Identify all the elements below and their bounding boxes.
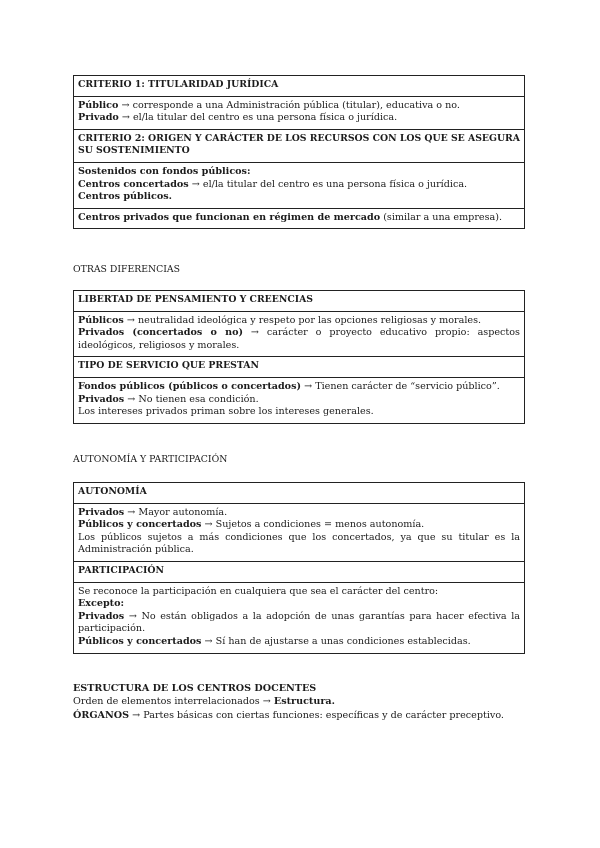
privados-text: carácter o proyecto educativo propio: aspectos ideológicos, religiosos y morales.	[78, 327, 520, 351]
publico-text: corresponde a una Administración pública (titular), educativa o no.	[132, 99, 460, 111]
arrow-icon: →	[204, 635, 213, 647]
arrow-icon: →	[262, 695, 271, 707]
privado-text: el/la titular del centro es una persona física o jurídica.	[132, 112, 398, 124]
arrow-icon: →	[204, 519, 213, 531]
arrow-icon: →	[128, 610, 137, 622]
intereses-text: Los intereses privados priman sobre los intereses generales.	[78, 406, 374, 418]
estructura-title: ESTRUCTURA DE LOS CENTROS DOCENTES	[73, 683, 317, 694]
arrow-icon: →	[304, 380, 313, 392]
privados-label: Privados (concertados o no)	[78, 327, 244, 339]
privados2-text: No tienen esa condición.	[138, 393, 259, 405]
privado-label: Privado	[78, 112, 119, 124]
otras-table	[73, 290, 525, 424]
estructura-label: Estructura.	[273, 695, 335, 707]
otras-diferencias-title: OTRAS DIFERENCIAS	[73, 264, 181, 275]
arrow-icon: →	[191, 178, 200, 190]
privados-mercado-row	[74, 208, 525, 229]
arrow-icon: →	[127, 506, 136, 518]
reconoce-text: Se reconoce la participación en cualquiera que sea el carácter del centro:	[78, 585, 439, 597]
privados-mercado-label: Centros privados que funcionan en régimen de mercado	[78, 211, 381, 223]
estructura-section	[73, 683, 525, 723]
autonomia-table	[73, 482, 525, 654]
publicos-text: neutralidad ideológica y respeto por las opciones religiosas y morales.	[138, 314, 482, 326]
pubconc2-text: Sí han de ajustarse a unas condiciones establecidas.	[215, 635, 471, 647]
arrow-icon: →	[126, 314, 135, 326]
organos-label: ÓRGANOS	[73, 710, 130, 722]
criterio1-body	[74, 96, 525, 129]
priv-label: Privados	[78, 506, 125, 518]
criterio2-heading: CRITERIO 2: ORIGEN Y CARÁCTER DE LOS RECURSOS CON LOS QUE SE ASEGURA SU SOSTENIMIENTO	[74, 129, 525, 162]
concertados-text: el/la titular del centro es una persona física o jurídica.	[202, 178, 468, 190]
servicio-body	[74, 377, 525, 423]
criterio2-body	[74, 162, 525, 208]
publicos-sujetos-text: Los públicos sujetos a más condiciones que los concertados, ya que su titular es la Administración pública.	[78, 531, 520, 556]
excepto-label: Excepto:	[78, 598, 125, 610]
concertados-label: Centros concertados	[78, 178, 189, 190]
autonomia-section-title: AUTONOMÍA Y PARTICIPACIÓN	[73, 454, 228, 465]
fondos-label: Fondos públicos (públicos o concertados)	[78, 380, 302, 392]
organos-text: Partes básicas con ciertas funciones: específicas y de carácter preceptivo.	[143, 710, 504, 722]
privados2-label: Privados	[78, 393, 125, 405]
autonomia-body	[74, 503, 525, 561]
publico-label: Público	[78, 99, 119, 111]
priv2-label: Privados	[78, 610, 125, 622]
document-page	[73, 75, 525, 229]
criterios-table	[73, 75, 525, 229]
criterio1-heading: CRITERIO 1: TITULARIDAD JURÍDICA	[74, 76, 525, 97]
libertad-heading: LIBERTAD DE PENSAMIENTO Y CREENCIAS	[74, 291, 525, 312]
sostenidos-label: Sostenidos con fondos públicos:	[78, 165, 251, 177]
orden-text: Orden de elementos interrelacionados	[73, 695, 260, 707]
servicio-heading: TIPO DE SERVICIO QUE PRESTAN	[74, 357, 525, 378]
privados-mercado-text: (similar a una empresa).	[383, 211, 503, 223]
publicos-label: Públicos	[78, 314, 124, 326]
arrow-icon: →	[127, 393, 136, 405]
libertad-body	[74, 311, 525, 357]
pubconc-text: Sujetos a condiciones = menos autonomía.	[215, 519, 425, 531]
arrow-icon: →	[250, 327, 259, 339]
autonomia-block	[73, 482, 525, 654]
otras-block	[73, 290, 525, 424]
arrow-icon: →	[132, 710, 141, 722]
priv-text: Mayor autonomía.	[138, 506, 228, 518]
arrow-icon: →	[121, 112, 130, 124]
autonomia-heading: AUTONOMÍA	[74, 483, 525, 504]
pubconc2-label: Públicos y concertados	[78, 635, 202, 647]
participacion-body	[74, 582, 525, 653]
centros-publicos-label: Centros públicos.	[78, 191, 173, 203]
priv2-text: No están obligados a la adopción de unas garantías para hacer efectiva la participación.	[78, 610, 520, 635]
pubconc-label: Públicos y concertados	[78, 519, 202, 531]
participacion-heading: PARTICIPACIÓN	[74, 561, 525, 582]
fondos-text: Tienen carácter de “servicio público”.	[315, 380, 500, 392]
arrow-icon: →	[121, 99, 130, 111]
